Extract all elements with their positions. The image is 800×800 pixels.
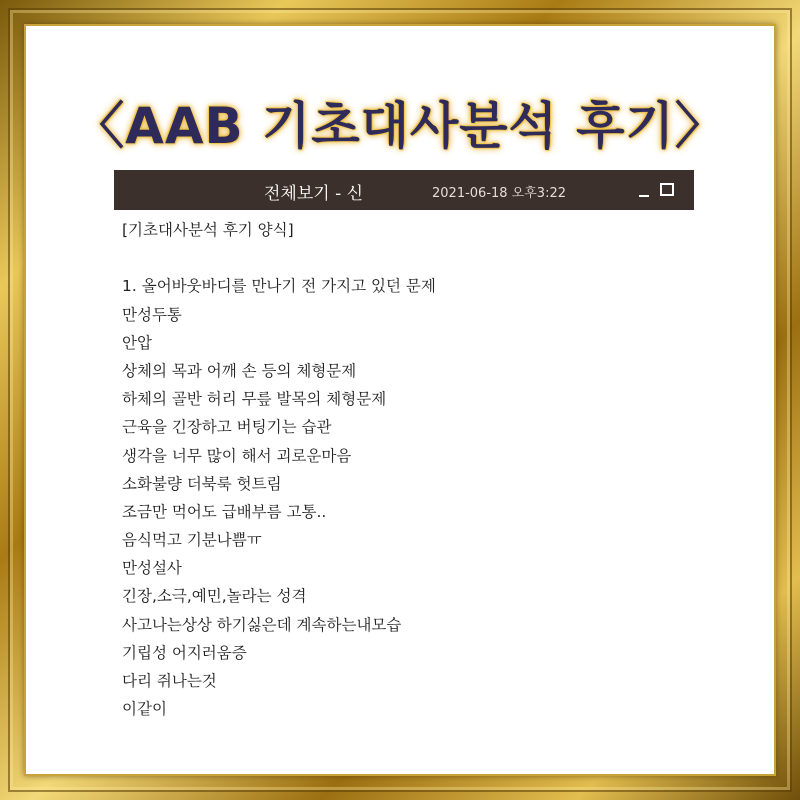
body-line xyxy=(122,244,722,272)
body-line: 사고나는상상 하기싫은데 계속하는내모습 xyxy=(122,615,402,634)
body-line: 하체의 골반 허리 무릎 발목의 체형문제 xyxy=(122,390,387,409)
body-line: 기립성 어지러움증 xyxy=(122,643,247,662)
body-line: 근육을 긴장하고 버팅기는 습관 xyxy=(122,418,332,437)
body-line: 조금만 먹어도 급배부름 고통.. xyxy=(122,502,327,521)
body-line: 상체의 목과 어깨 손 등의 체형문제 xyxy=(122,361,357,380)
body-line: 만성설사 xyxy=(122,559,182,578)
body-line: 다리 쥐나는것 xyxy=(122,672,217,690)
body-line: 안압 xyxy=(122,333,152,352)
post-datetime: 2021-06-18 오후3:22 xyxy=(432,186,566,201)
body-line: 생각을 너무 많이 해서 괴로운마음 xyxy=(122,446,352,465)
body-line: 1. 올어바웃바디를 만나기 전 가지고 있던 문제 xyxy=(122,277,436,296)
body-line: 소화불량 더북룩 헛트림 xyxy=(122,474,282,493)
content-panel xyxy=(26,26,774,774)
post-body xyxy=(122,216,722,723)
post-header-label: 전체보기 - 신 xyxy=(264,184,364,204)
body-line: 긴장,소극,예민,놀라는 성격 xyxy=(122,587,307,606)
body-line: 만성두통 xyxy=(122,305,182,324)
page-title: 〈AAB 기초대사분석 후기〉 xyxy=(74,97,726,155)
body-line: [기초대사분석 후기 양식] xyxy=(122,221,294,239)
body-line: 이같이 xyxy=(122,700,167,719)
body-line: 음식먹고 기분나쁨ㅠ xyxy=(122,531,262,550)
post-header-bar xyxy=(114,170,694,210)
minimize-icon[interactable] xyxy=(637,184,651,198)
maximize-icon[interactable] xyxy=(660,183,674,196)
